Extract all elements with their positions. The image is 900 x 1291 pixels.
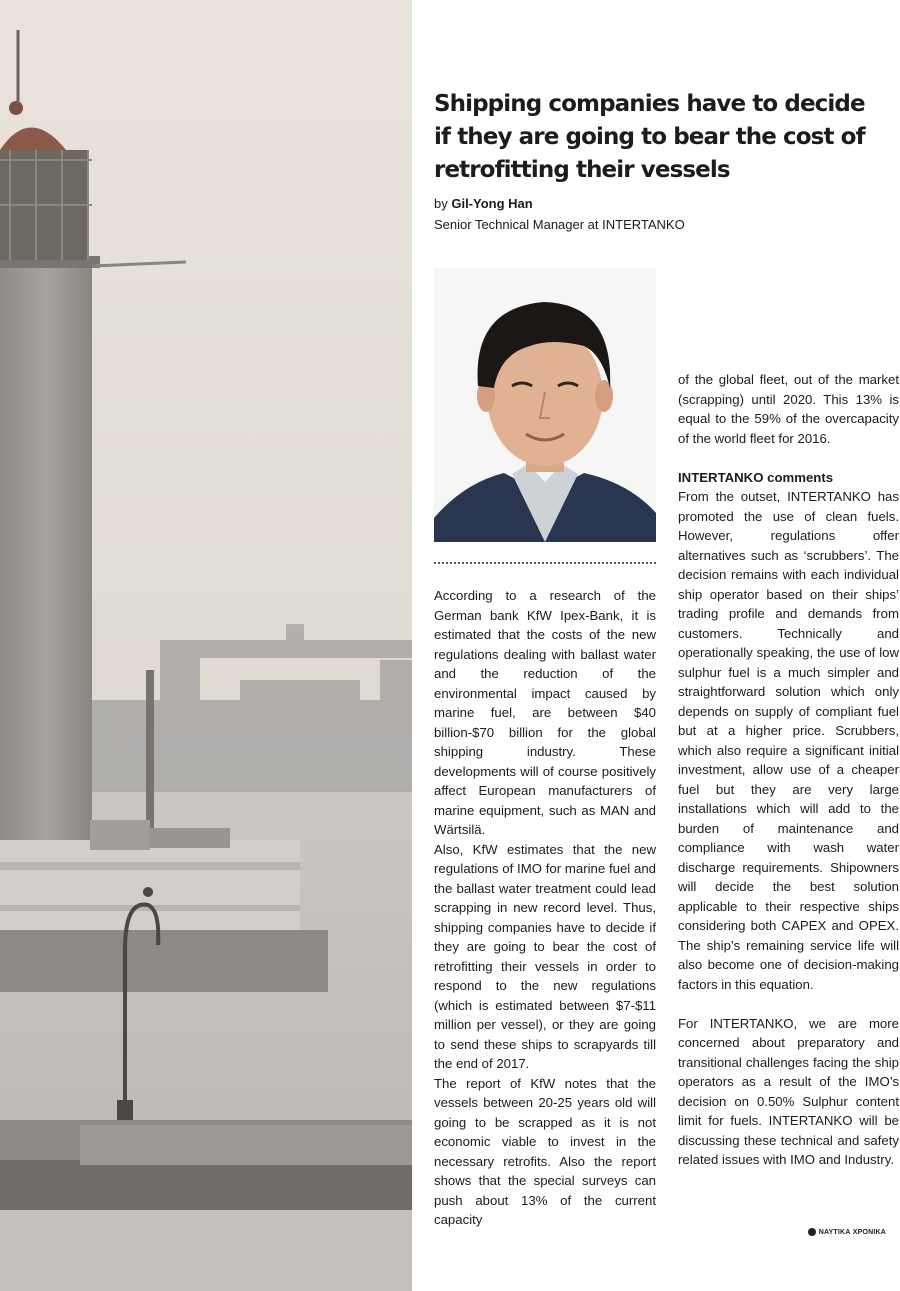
article-column-right xyxy=(678,370,899,1170)
comments-heading: INTERTANKO comments xyxy=(678,469,834,485)
section-divider xyxy=(434,562,656,564)
byline xyxy=(434,195,533,213)
author-role: Senior Technical Manager at INTERTANKO xyxy=(434,217,685,232)
lighthouse-harbor-photo xyxy=(0,0,412,1291)
paragraph: of the global fleet, out of the market (scrapping) until 2020. This 13% is equal to the 59% of the overcapacity of the world fleet for 2016. xyxy=(678,372,899,446)
paragraph: From the outset, INTERTANKO has promoted the use of clean fuels. However, regulations offer alternatives such as ‘scrubbers’. The decision remains with each individual ship operator based on their ships’ trading profile and demands from customers. Technically and operationally speaking, the use of low sulphur fuel is a much simpler and straightforward solution which only depends on supply of compliant fuel but at a higher price. Scrubbers, which also require a significant initial investment, allow use of a cheaper fuel but they are very large installations which will add to the burden of maintenance and compliance with wash water discharge requirements. Shipowners will decide the best solution applicable to their respective ships considering both CAPEX and OPEX. The ship’s remaining service life will also become one of decision-making factors in this equation. xyxy=(678,489,899,992)
paragraph: According to a research of the German bank KfW Ipex-Bank, it is estimated that the costs of the new regulations dealing with ballast water and the reduction of the environmental impact caused by marine fuel, are between $40 billion-$70 billion for the global shipping industry. These developments will of course positively affect European manufacturers of marine equipment, such as MAN and Wärtsilä. xyxy=(434,588,656,837)
byline-prefix: by xyxy=(434,196,452,211)
publication-logo xyxy=(808,1228,886,1236)
author-portrait-photo xyxy=(434,268,656,542)
article-headline: Shipping companies have to decide if they are going to bear the cost of retrofitting their vessels xyxy=(434,91,865,183)
paragraph: The report of KfW notes that the vessels between 20-25 years old will going to be scrapped as it is not economic viable to invest in the necessary retrofits. Also the report shows that the special surveys can push about 13% of the current capacity xyxy=(434,1075,656,1227)
article-column-left xyxy=(434,586,656,1230)
paragraph: For INTERTANKO, we are more concerned about preparatory and transitional challenges facing the ship operators as a result of the IMO’s decision on 0.50% Sulphur content limit for fuels. INTERTANKO will be discussing these technical and safety related issues with IMO and Industry. xyxy=(678,1015,899,1167)
logo-mark-icon xyxy=(808,1228,816,1236)
logo-text: ΝΑΥΤΙΚΑ ΧΡΟΝΙΚΑ xyxy=(818,1228,886,1236)
paragraph: Also, KfW estimates that the new regulations of IMO for marine fuel and the ballast water treatment could lead scrapping in new record level. Thus, shipping companies have to decide if they are going to bear the cost of retrofitting their vessels in order to respond to the new regulations (which is estimated between $7-$11 million per vessel), or they are going to send these ships to scrapyards till the end of 2017. xyxy=(434,841,656,1071)
author-name: Gil-Yong Han xyxy=(451,196,533,211)
